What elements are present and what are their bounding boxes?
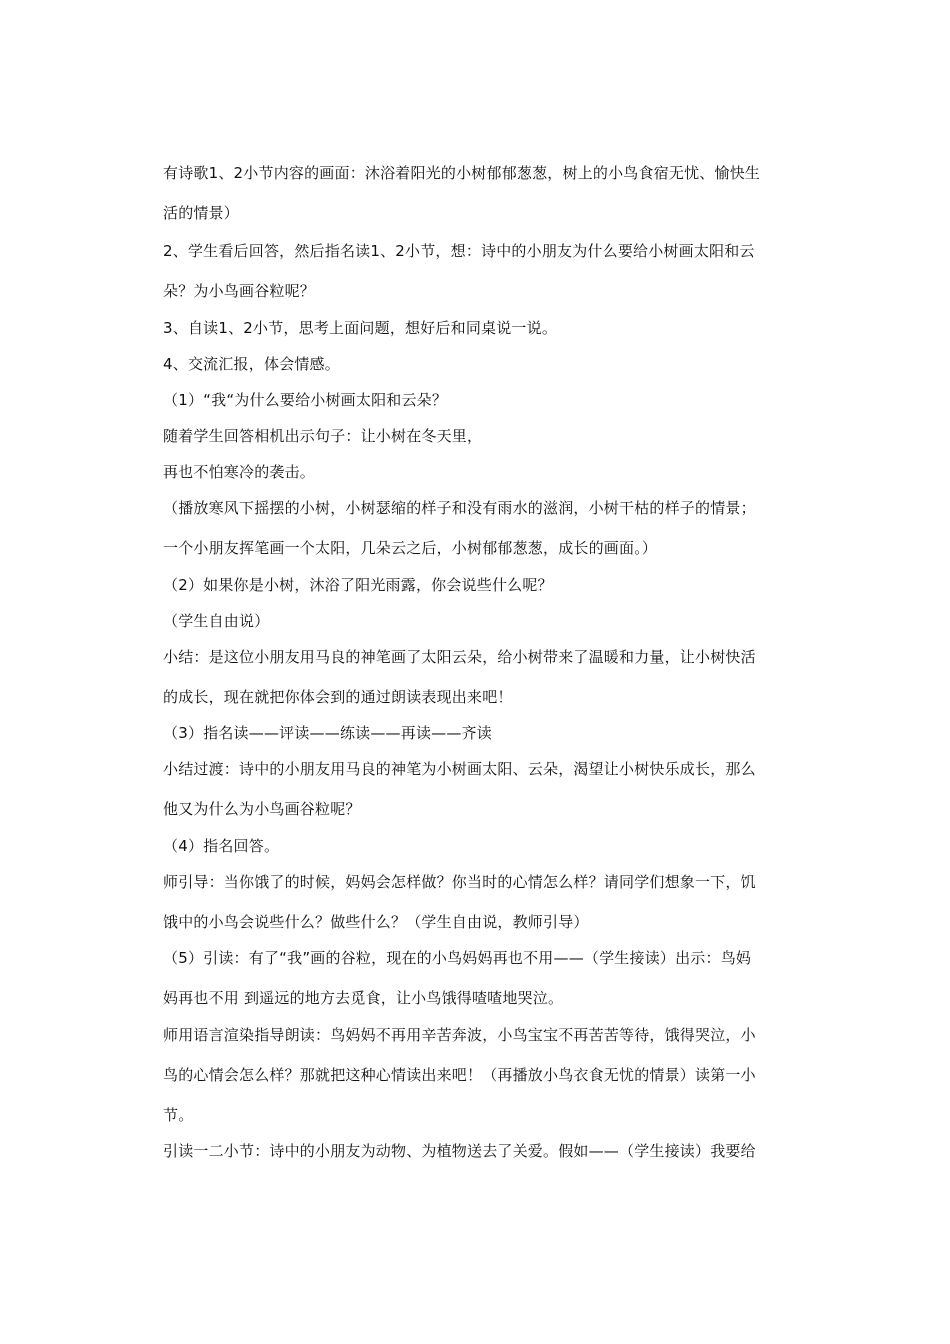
text-line: （播放寒风下摇摆的小树，小树瑟缩的样子和没有雨水的滋润，小树干枯的样子的情景； [163, 499, 756, 517]
text-line: 有诗歌1、2小节内容的画面：沐浴着阳光的小树郁郁葱葱，树上的小鸟食宿无忧、愉快生 [163, 164, 761, 182]
text-line: 的成长，现在就把你体会到的通过朗读表现出来吧！ [163, 688, 513, 706]
text-line: 小结过渡：诗中的小朋友用马良的神笔为小树画太阳、云朵，渴望让小树快乐成长，那么 [163, 760, 756, 778]
text-line: 饿中的小鸟会说些什么？做些什么？（学生自由说，教师引导） [163, 913, 589, 931]
text-line: 2、学生看后回答，然后指名读1、2小节，想：诗中的小朋友为什么要给小树画太阳和云 [163, 242, 755, 260]
text-line: 引读一二小节：诗中的小朋友为动物、为植物送去了关爱。假如——（学生接读）我要给 [163, 1142, 756, 1160]
text-line: 再也不怕寒冷的袭击。 [163, 463, 316, 481]
text-line: 一个小朋友挥笔画一个太阳，几朵云之后，小树郁郁葱葱，成长的画面。） [163, 539, 658, 557]
text-line: （5）引读：有了“我”画的谷粒，现在的小鸟妈妈再也不用——（学生接读）出示：鸟妈 [163, 949, 752, 967]
text-line: 妈再也不用 到遥远的地方去觅食，让小鸟饿得喳喳地哭泣。 [163, 989, 564, 1007]
text-line: 随着学生回答相机出示句子：让小树在冬天里， [163, 427, 483, 445]
text-line: 小结：是这位小朋友用马良的神笔画了太阳云朵，给小树带来了温暖和力量，让小树快活 [163, 648, 756, 666]
text-line: 师引导：当你饿了的时候，妈妈会怎样做？你当时的心情怎么样？请同学们想象一下，饥 [163, 873, 756, 891]
text-line: 节。 [163, 1106, 194, 1124]
text-line: （4）指名回答。 [163, 837, 280, 855]
text-line: 鸟的心情会怎么样？那就把这种心情读出来吧！（再播放小鸟衣食无忧的情景）读第一小 [163, 1066, 756, 1084]
text-line: （2）如果你是小树，沐浴了阳光雨露，你会说些什么呢？ [163, 576, 553, 594]
text-line: 朵？为小鸟画谷粒呢？ [163, 282, 316, 300]
text-line: 3、自读1、2小节，思考上面问题，想好后和同桌说一说。 [163, 319, 558, 337]
text-line: （学生自由说） [163, 612, 270, 630]
text-line: （3）指名读——评读——练读——再读——齐读 [163, 724, 492, 742]
text-line: 他又为什么为小鸟画谷粒呢？ [163, 800, 361, 818]
text-line: （1）“我“为什么要给小树画太阳和云朵？ [163, 391, 448, 409]
text-line: 师用语言渲染指导朗读：鸟妈妈不再用辛苦奔波，小鸟宝宝不再苦苦等待，饿得哭泣，小 [163, 1026, 756, 1044]
text-line: 活的情景） [163, 204, 240, 222]
text-line: 4、交流汇报，体会情感。 [163, 355, 340, 373]
